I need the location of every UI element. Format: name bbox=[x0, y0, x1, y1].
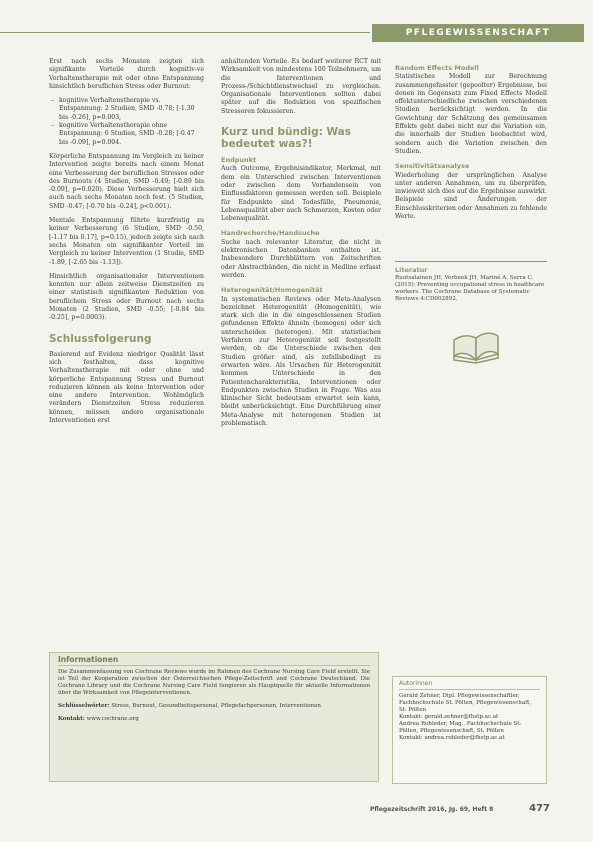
author-contact: Kontakt: gerald.zehner@fhstp.ac.at bbox=[399, 714, 499, 720]
info-box bbox=[49, 652, 379, 782]
literature-section bbox=[395, 261, 547, 303]
paragraph: Basierend auf Evidenz niedriger Qualität lässt sich festhalten, dass kognitive Verhaltenstherapie mit oder ohne und körperliche Entspannung Stress und Burnout reduzieren können als keine Intervention oder eine andere Intervention. Wohlmöglich verändern Dienstzeiten Stress reduzieren können, müssen andere organisationale Interventionen erst bbox=[49, 350, 204, 424]
authors-title: Autorinnen bbox=[399, 680, 540, 690]
glossary-term: Endpunkt bbox=[221, 156, 257, 165]
column-left bbox=[49, 58, 204, 431]
page-footer bbox=[370, 803, 550, 817]
book-icon bbox=[450, 330, 502, 364]
heading-brief: Kurz und bündig: Was bedeutet was?! bbox=[221, 126, 351, 151]
info-keywords bbox=[58, 703, 370, 710]
glossary-term: Sensitivitätsanalyse bbox=[395, 162, 470, 171]
glossary-term: Handrecherche/Handsuche bbox=[221, 229, 320, 238]
paragraph: Hinsichtlich organisationaler Interventionen konnten nur allein zeitweise Dienstzeiten zu einer statistisch signifikanten Reduktion von beruflichem Stress oder Burnout nach sechs Monaten (2 Studien, SMD -0.55; [-0.84 bis -0.25], p=0.0003). bbox=[49, 272, 204, 322]
paragraph: Mentale Entspannung führte kurzfristig zu keiner Verbesserung (6 Studien, SMD -0.50, [-1.17 bis 0.17], p=0.15), jedoch zeigte sich nach sechs Monaten ein signifikanter Vorteil im Vergleich zu keiner Intervention (1 Studie, SMD -1.89, [-2.65 bis -1.13]). bbox=[49, 217, 204, 266]
journal-citation: Pflegezeitschrift 2016, Jg. 69, Heft 8 bbox=[370, 806, 494, 813]
paragraph: Erst nach sechs Monaten zeigten sich signifikante Vorteile durch kognitiv-ve Verhaltenstherapie mit oder ohne Entspannung hinsichtlich beruflichen Stress oder Burnout: bbox=[49, 58, 204, 90]
literature-label: Literatur bbox=[395, 266, 428, 275]
author-entry: Andrea Rohleder, Mag., Fachhochschule St. Pölten, Pflegewissenschaft, St. Pölten bbox=[399, 721, 522, 734]
result-item: – kognitive Verhaltenstherapie ohne Entspannung: 6 Studien, SMD -0.28; [-0.47 bis -0.09], p=0.004. bbox=[59, 122, 204, 147]
info-contact bbox=[58, 716, 370, 723]
glossary-term: Heterogenität/Homogenität bbox=[221, 286, 323, 295]
paragraph: anhaltenden Vorteile. Es bedarf weiterer RCT mit Wirksamkeit von mindestens 100 Teilnehmern, um die Interventionen und Prozess-/Schichtdienstwechsel zu vergleichen. Organisationale Interventionen sollten dabei später auf die Reduktion von spezifischen Stressoren fokussieren. bbox=[221, 58, 381, 115]
glossary-definition: In systematischen Reviews oder Meta-Analysen bezeichnet Heterogenität (Homogenität), wie stark sich die in die eingeschlossenen Studien gefundenen Effekte ähneln (homogen) oder sich unterscheiden (heterogen). Mit statistischen Verfahren zur Heterogenität soll festgestellt werden, ob die Unterschiede zwischen den Studien größer sind, als zufallsbedingt zu erwarten wäre. Als Ursachen für Heterogenität kommen Unterschiede in den Patientencharakteristika, Interventionen oder Endpunkten zwischen Studien in Frage. Was aus klinischer Sicht bedeutsam erwartet sein kann, bleibt unberücksichtigt. Eine Durchführung einer Meta-Analyse mit heterogenen Studien ist problematisch. bbox=[221, 295, 381, 427]
glossary-term: Random Effects Modell bbox=[395, 64, 479, 72]
keywords-value: Stress, Burnout, Gesundheitspersonal, Pflegefachpersonen, Interventionen bbox=[111, 703, 321, 709]
keywords-label: Schlüsselwörter: bbox=[58, 703, 110, 709]
page-number: 477 bbox=[529, 803, 550, 814]
info-title: Informationen bbox=[58, 656, 370, 666]
column-middle bbox=[221, 58, 381, 434]
author-entry: Gerald Zehner, Dipl. Pflegewissenschaftler, Fachhochschule St. Pölten, Pflegewissenschaft, St. Pölten bbox=[399, 693, 532, 713]
info-text: Die Zusammenfassung von Cochrane Reviews wurde im Rahmen des Cochrane Nursing Care Field erstellt. Sie ist Teil der Kooperation zwischen der Österreichischen Pflege-Zeitschrift und Cochrane Deutschland. Die Cochrane Library und die Cochrane Nursing Care Field fungieren als Hauptquelle für aktuelle Informationen über die Wirksamkeit von Pflegeinterventionen. bbox=[58, 669, 370, 696]
result-item: – kognitive Verhaltenstherapie vs. Entspannung: 2 Studien, SMD -0.78; [-1.30 bis -0.26], p=0.003, bbox=[59, 97, 204, 122]
literature-source: Ruotsalainen JH, Verbeek JH, Mariné A, Serra C. (2015): Preventing occupational stress in healthcare workers. The Cochrane Database of Systematic Reviews 4:CD002892. bbox=[395, 274, 545, 303]
glossary-definition: Statistisches Modell zur Berechnung zusammengefasster (gepoolter) Ergebnisse, bei denen im Gegensatz zum Fixed Effects Modell effektunterschiedliche zwischen verschiedenen Studien berücksichtigt werden. In die Gewichtung der Schätzung des gemeinsamen Effekts geht dabei nicht nur die Variation ein, die innerhalb der Studien beobachtet wird, sondern auch die Variation zwischen den Studien. bbox=[395, 73, 547, 155]
contact-value: www.cochrane.org bbox=[86, 716, 139, 722]
authors-box bbox=[392, 676, 547, 784]
contact-label: Kontakt: bbox=[58, 716, 85, 722]
author-contact: Kontakt: andrea.rohleder@fhstp.ac.at bbox=[399, 735, 505, 741]
column-right bbox=[395, 58, 547, 303]
glossary-definition: Suche nach relevanter Literatur, die nicht in elektronischen Datenbanken enthalten ist. Insbesondere Durchblättern von Zeitschriften oder Abstractbänden, die nicht in Medline erfasst werden. bbox=[221, 238, 381, 279]
section-title: PFLEGEWISSENSCHAFT bbox=[372, 24, 584, 42]
running-header bbox=[0, 24, 593, 42]
result-list bbox=[49, 97, 204, 147]
glossary-definition: Wiederholung der ursprünglichen Analyse unter anderen Annahmen, um zu überprüfen, inwieweit sich dies auf die Ergebnisse auswirkt. Beispiele sind Änderungen der Einschlusskriterien oder Annahmen zu fehlende Werte. bbox=[395, 171, 547, 221]
header-rule bbox=[0, 32, 370, 33]
glossary-definition: Auch Outcome, Ergebnisindikator, Merkmal, mit dem ein Unterschied zwischen Interventionen oder zwischen dem Vorhandensein von Einflussfaktoren gemessen werden soll. Beispiele für Endpunkte sind Todesfälle, Pneumonie, Lebensqualität aber auch Schmerzen, Kosten oder Lebensqualität. bbox=[221, 165, 381, 223]
heading-conclusion: Schlussfolgerung bbox=[49, 332, 152, 345]
paragraph: Körperliche Entspannung im Vergleich zu keiner Intervention zeigte bereits nach einem Monat eine Verbesserung der beruflichen Stresses oder des Burnouts (4 Studien, SMD -0.49; [-0.89 bis -0.09], p=0.020). Diese Verbesserung hielt sich auch nach sechs Monaten noch fest. (5 Studien, SMD -0.47; [-0.70 bis -0.24], p<0.001). bbox=[49, 152, 204, 210]
